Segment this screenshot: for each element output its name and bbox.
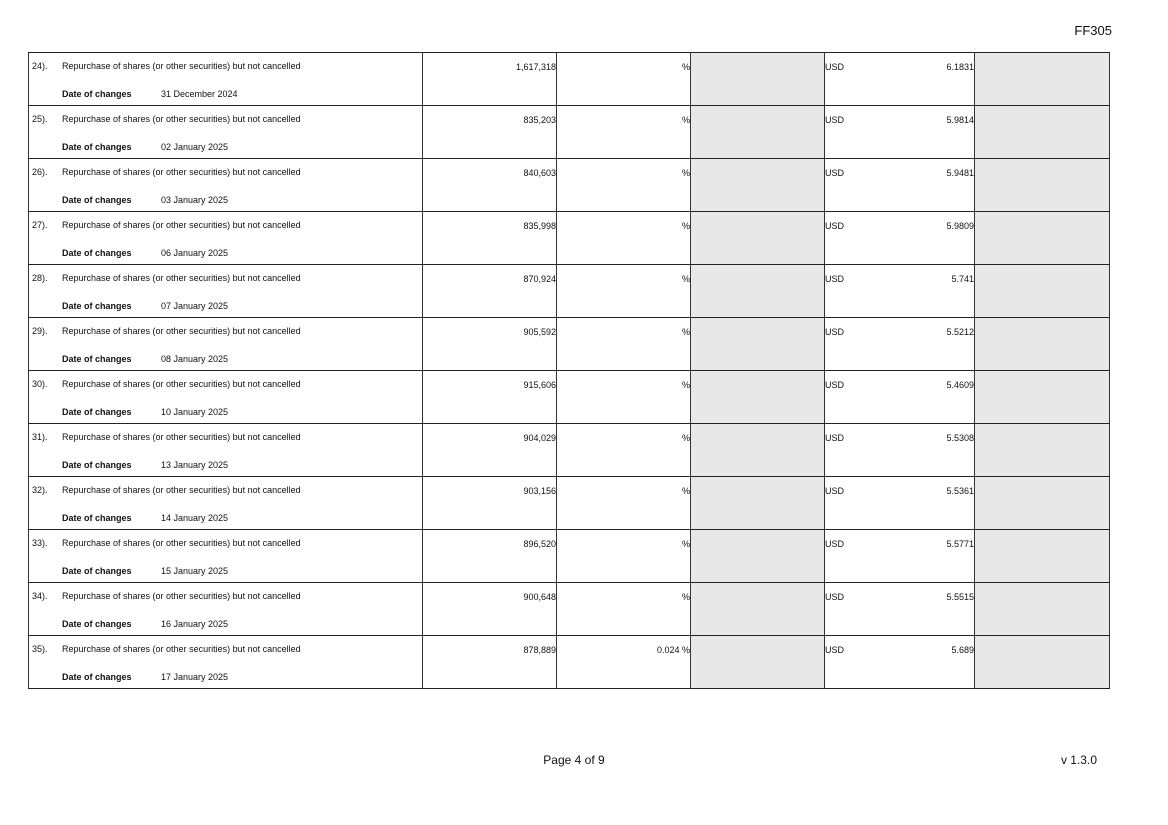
shares-cell [423,265,557,318]
shaded-cell [691,477,825,530]
description-cell [29,265,423,318]
shaded-cell [975,530,1110,583]
shaded-cell [691,212,825,265]
shaded-cell [975,318,1110,371]
currency-cell [825,212,875,265]
currency-cell [825,530,875,583]
change-description: Repurchase of shares (or other securities) but not cancelled [62,591,301,601]
shaded-cell [975,477,1110,530]
date-of-changes-value: 03 January 2025 [161,195,229,205]
price-value: 5.9809 [946,221,974,231]
percentage-cell [557,583,691,636]
shaded-cell [691,159,825,212]
currency-value: USD [825,62,845,72]
shares-cell [423,583,557,636]
description-cell [29,583,423,636]
percentage-value: % [681,539,690,549]
percentage-cell [557,53,691,106]
table-row [29,530,1110,583]
date-of-changes-label: Date of changes [62,672,132,682]
date-of-changes-label: Date of changes [62,460,132,470]
currency-cell [825,318,875,371]
currency-cell [825,583,875,636]
percentage-value: 0.024 % [656,645,690,655]
percentage-cell [557,106,691,159]
row-number: 33). [32,538,48,548]
currency-value: USD [825,380,845,390]
price-value: 5.5771 [946,539,974,549]
shaded-cell [975,424,1110,477]
date-of-changes-value: 14 January 2025 [161,513,229,523]
table-row [29,212,1110,265]
table-row [29,106,1110,159]
shares-value: 835,998 [523,221,556,231]
shaded-cell [691,106,825,159]
date-of-changes-value: 16 January 2025 [161,619,229,629]
row-number: 24). [32,61,48,71]
date-of-changes-value: 07 January 2025 [161,301,229,311]
percentage-cell [557,371,691,424]
date-of-changes-value: 13 January 2025 [161,460,229,470]
row-number: 30). [32,379,48,389]
table-row [29,477,1110,530]
shares-value: 878,889 [523,645,556,655]
price-value: 5.5212 [946,327,974,337]
shaded-cell [691,636,825,689]
price-value: 5.4609 [946,380,974,390]
date-of-changes-value: 02 January 2025 [161,142,229,152]
price-cell [875,106,975,159]
price-cell [875,636,975,689]
currency-value: USD [825,274,845,284]
currency-value: USD [825,433,845,443]
shaded-cell [691,53,825,106]
shares-value: 903,156 [523,486,556,496]
shaded-cell [691,371,825,424]
currency-value: USD [825,539,845,549]
percentage-value: % [681,327,690,337]
row-number: 25). [32,114,48,124]
percentage-value: % [681,221,690,231]
shaded-cell [975,106,1110,159]
description-cell [29,159,423,212]
price-cell [875,583,975,636]
currency-value: USD [825,486,845,496]
shaded-cell [975,53,1110,106]
price-value: 5.9814 [946,115,974,125]
price-cell [875,477,975,530]
percentage-cell [557,424,691,477]
currency-cell [825,106,875,159]
form-version: v 1.3.0 [1060,753,1097,767]
change-description: Repurchase of shares (or other securities) but not cancelled [62,485,301,495]
percentage-value: % [681,380,690,390]
shares-cell [423,636,557,689]
percentage-value: % [681,115,690,125]
shaded-cell [691,583,825,636]
change-description: Repurchase of shares (or other securities) but not cancelled [62,326,301,336]
percentage-cell [557,318,691,371]
price-value: 5.5515 [946,592,974,602]
shaded-cell [975,583,1110,636]
percentage-cell [557,636,691,689]
date-of-changes-label: Date of changes [62,354,132,364]
currency-value: USD [825,592,845,602]
price-cell [875,53,975,106]
change-description: Repurchase of shares (or other securities) but not cancelled [62,273,301,283]
row-number: 26). [32,167,48,177]
table-row [29,265,1110,318]
shares-cell [423,53,557,106]
change-description: Repurchase of shares (or other securities) but not cancelled [62,644,301,654]
shares-value: 835,203 [523,115,556,125]
percentage-cell [557,530,691,583]
currency-cell [825,53,875,106]
table-row [29,159,1110,212]
shares-cell [423,318,557,371]
change-description: Repurchase of shares (or other securities) but not cancelled [62,167,301,177]
change-description: Repurchase of shares (or other securities) but not cancelled [62,220,301,230]
currency-value: USD [825,168,845,178]
currency-value: USD [825,327,845,337]
change-description: Repurchase of shares (or other securities) but not cancelled [62,61,301,71]
shares-value: 840,603 [523,168,556,178]
shaded-cell [975,265,1110,318]
shares-value: 1,617,318 [515,62,556,72]
date-of-changes-label: Date of changes [62,142,132,152]
table-row [29,424,1110,477]
description-cell [29,212,423,265]
description-cell [29,371,423,424]
currency-cell [825,371,875,424]
table-row [29,636,1110,689]
date-of-changes-value: 31 December 2024 [161,89,238,99]
percentage-value: % [681,274,690,284]
price-cell [875,530,975,583]
description-cell [29,106,423,159]
date-of-changes-value: 17 January 2025 [161,672,229,682]
row-number: 29). [32,326,48,336]
change-description: Repurchase of shares (or other securities) but not cancelled [62,538,301,548]
price-value: 5.689 [951,645,974,655]
shares-value: 870,924 [523,274,556,284]
shares-value: 915,606 [523,380,556,390]
currency-cell [825,424,875,477]
percentage-cell [557,265,691,318]
price-cell [875,265,975,318]
change-description: Repurchase of shares (or other securities) but not cancelled [62,379,301,389]
form-code: FF305 [1074,23,1112,38]
shaded-cell [691,265,825,318]
price-value: 5.9481 [946,168,974,178]
shaded-cell [975,636,1110,689]
currency-cell [825,636,875,689]
row-number: 31). [32,432,48,442]
shaded-cell [691,424,825,477]
currency-cell [825,265,875,318]
row-number: 34). [32,591,48,601]
shares-cell [423,159,557,212]
shaded-cell [691,318,825,371]
description-cell [29,530,423,583]
currency-cell [825,477,875,530]
price-value: 5.5361 [946,486,974,496]
shares-value: 905,592 [523,327,556,337]
date-of-changes-value: 06 January 2025 [161,248,229,258]
date-of-changes-value: 10 January 2025 [161,407,229,417]
shaded-cell [975,159,1110,212]
shares-cell [423,477,557,530]
date-of-changes-label: Date of changes [62,513,132,523]
shares-cell [423,424,557,477]
shares-cell [423,106,557,159]
table-row [29,583,1110,636]
shaded-cell [975,371,1110,424]
description-cell [29,477,423,530]
price-cell [875,424,975,477]
shaded-cell [691,530,825,583]
price-value: 5.741 [951,274,974,284]
price-cell [875,159,975,212]
currency-cell [825,159,875,212]
price-value: 6.1831 [946,62,974,72]
percentage-cell [557,159,691,212]
row-number: 28). [32,273,48,283]
price-cell [875,371,975,424]
change-description: Repurchase of shares (or other securities) but not cancelled [62,114,301,124]
date-of-changes-label: Date of changes [62,566,132,576]
date-of-changes-label: Date of changes [62,301,132,311]
shares-cell [423,530,557,583]
shares-value: 896,520 [523,539,556,549]
percentage-cell [557,477,691,530]
row-number: 27). [32,220,48,230]
page-number: Page 4 of 9 [543,753,605,767]
price-value: 5.5308 [946,433,974,443]
currency-value: USD [825,115,845,125]
date-of-changes-label: Date of changes [62,619,132,629]
date-of-changes-label: Date of changes [62,407,132,417]
table-row [29,371,1110,424]
price-cell [875,212,975,265]
shares-value: 900,648 [523,592,556,602]
table-row [29,318,1110,371]
change-description: Repurchase of shares (or other securities) but not cancelled [62,432,301,442]
percentage-value: % [681,168,690,178]
percentage-value: % [681,433,690,443]
shares-cell [423,371,557,424]
percentage-value: % [681,62,690,72]
currency-value: USD [825,645,845,655]
description-cell [29,424,423,477]
row-number: 32). [32,485,48,495]
share-repurchase-table [28,52,1110,689]
description-cell [29,636,423,689]
percentage-value: % [681,592,690,602]
percentage-cell [557,212,691,265]
date-of-changes-label: Date of changes [62,248,132,258]
description-cell [29,53,423,106]
currency-value: USD [825,221,845,231]
percentage-value: % [681,486,690,496]
date-of-changes-value: 15 January 2025 [161,566,229,576]
date-of-changes-value: 08 January 2025 [161,354,229,364]
date-of-changes-label: Date of changes [62,89,132,99]
table-row [29,53,1110,106]
shares-cell [423,212,557,265]
row-number: 35). [32,644,48,654]
shaded-cell [975,212,1110,265]
shares-value: 904,029 [523,433,556,443]
date-of-changes-label: Date of changes [62,195,132,205]
description-cell [29,318,423,371]
price-cell [875,318,975,371]
